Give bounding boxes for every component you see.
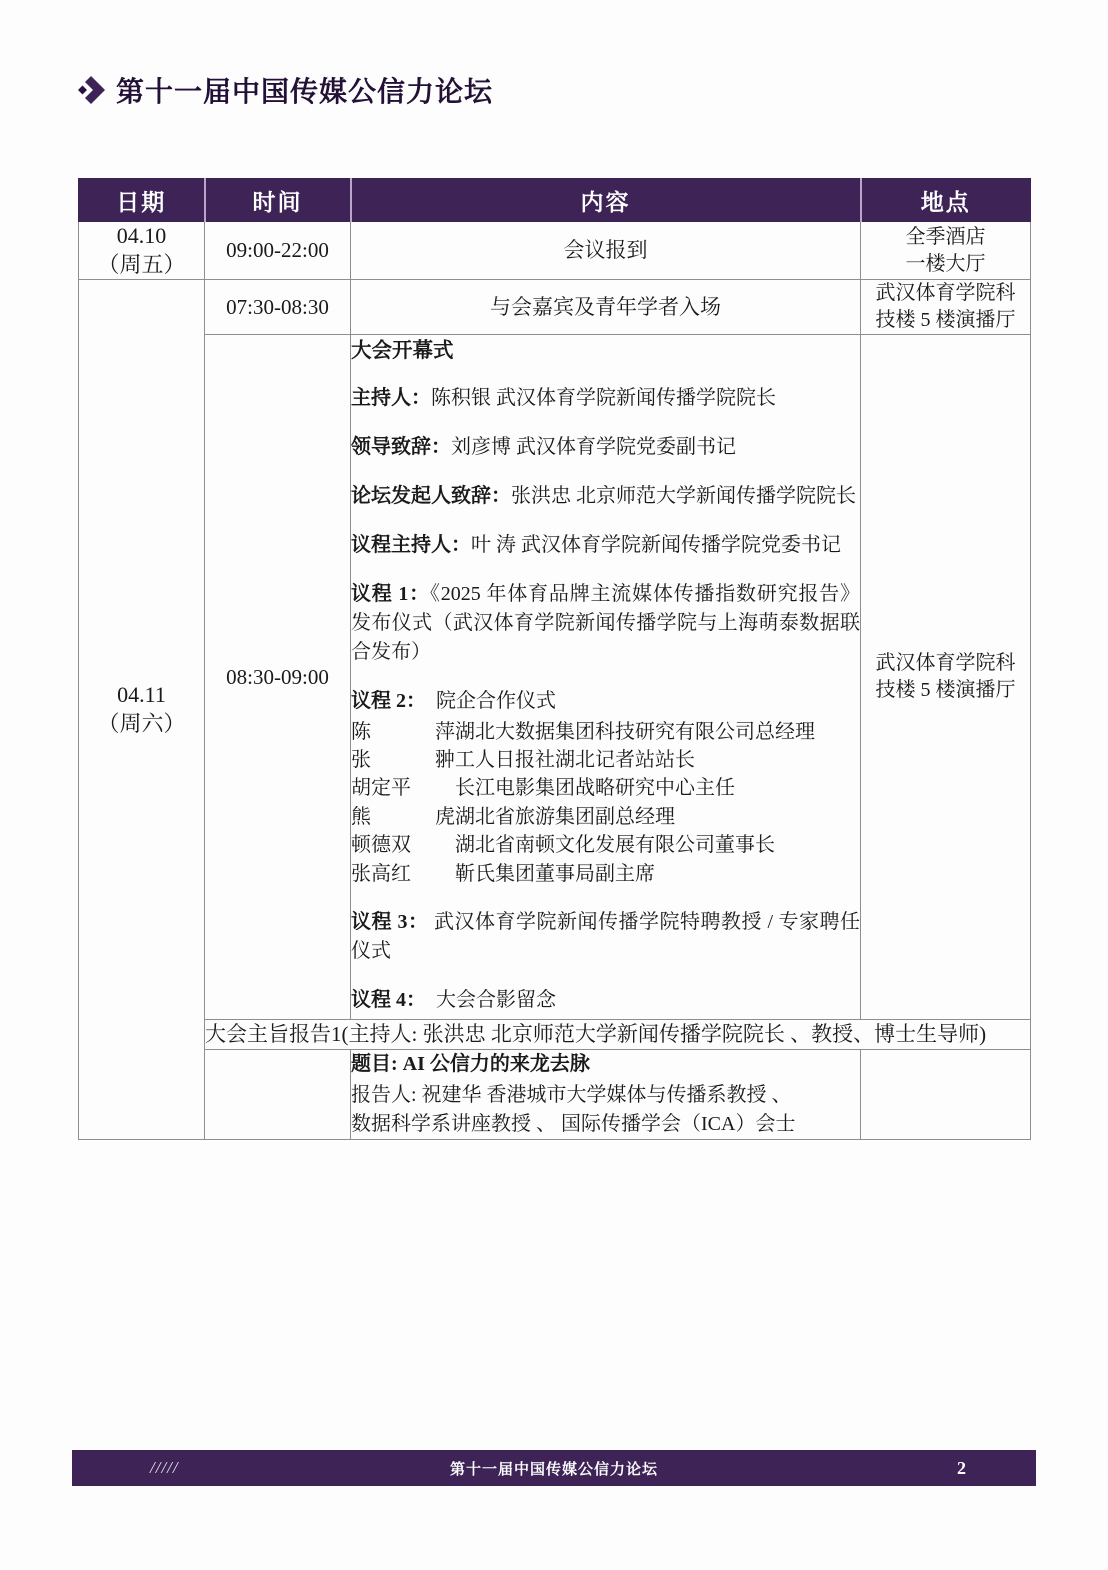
person-surname: 顿德双 xyxy=(351,834,411,857)
cell-place xyxy=(861,280,1031,335)
person-name xyxy=(351,718,455,746)
page-number: 2 xyxy=(957,1457,966,1478)
place-line-2: 一楼大厅 xyxy=(905,252,986,275)
person-name xyxy=(351,831,455,859)
agenda-4-text: 大会合影留念 xyxy=(436,989,556,1012)
agenda-item-1 xyxy=(351,580,860,667)
agenda-host-label: 议程主持人： xyxy=(351,534,471,557)
person-title: 湖北省南顿文化发展有限公司董事长 xyxy=(455,834,775,857)
document-header xyxy=(72,70,493,110)
date-day: 04.11 xyxy=(117,681,166,707)
agenda-host-text: 叶 涛 武汉体育学院新闻传播学院党委书记 xyxy=(471,534,841,557)
person-title: 工人日报社湖北记者站站长 xyxy=(455,749,695,772)
column-header-place: 地点 xyxy=(861,179,1031,222)
agenda-2-text: 院企合作仪式 xyxy=(436,690,556,713)
opening-heading: 大会开幕式 xyxy=(351,340,454,363)
cell-content-opening xyxy=(351,335,861,1020)
person-name xyxy=(351,746,455,774)
founder-text: 张洪忠 北京师范大学新闻传播学院院长 xyxy=(511,485,856,508)
person-surname: 陈 xyxy=(351,720,371,743)
cell-time: 09:00-22:00 xyxy=(205,222,351,280)
person-givenname: 虎 xyxy=(435,805,455,828)
person-name xyxy=(351,774,455,802)
person-surname: 张 xyxy=(351,749,371,772)
person-surname: 胡定平 xyxy=(351,777,411,800)
place-line-1: 全季酒店 xyxy=(905,225,986,248)
column-header-time: 时间 xyxy=(205,179,351,222)
opening-host xyxy=(351,384,860,413)
date-weekday: （周六） xyxy=(97,710,186,736)
person-surname: 熊 xyxy=(351,805,371,828)
date-day: 04.10 xyxy=(116,223,167,248)
report-title: 题目: AI 公信力的来龙去脉 xyxy=(351,1053,590,1076)
host-label: 主持人： xyxy=(351,387,431,410)
cell-content: 与会嘉宾及青年学者入场 xyxy=(351,280,861,335)
person-surname: 张高红 xyxy=(351,862,411,885)
person-givenname: 萍 xyxy=(435,720,455,743)
person-title: 湖北省旅游集团副总经理 xyxy=(455,805,675,828)
page-title: 第十一届中国传媒公信力论坛 xyxy=(116,77,494,108)
place-line-1: 武汉体育学院科 xyxy=(875,652,1016,675)
table-header-row xyxy=(79,179,1031,222)
table-row-keynote-report xyxy=(79,1050,1031,1139)
agenda-2-label: 议程 2： xyxy=(351,690,426,713)
cell-content-keynote xyxy=(351,1050,861,1139)
agenda-item-2 xyxy=(351,687,860,888)
agenda-3-text: 武汉体育学院新闻传播学院特聘教授 / 专家聘任仪式 xyxy=(351,911,861,963)
agenda-4-label: 议程 4： xyxy=(351,989,426,1012)
cell-time: 07:30-08:30 xyxy=(205,280,351,335)
leader-label: 领导致辞： xyxy=(351,436,451,459)
person-title: 长江电影集团战略研究中心主任 xyxy=(455,777,735,800)
agenda-1-text: 《2025 年体育品牌主流媒体传播指数研究报告》发布仪式（武汉体育学院新闻传播学院与上海萌泰数据联合发布） xyxy=(351,583,861,664)
leader-text: 刘彦博 武汉体育学院党委副书记 xyxy=(451,436,736,459)
list-item xyxy=(351,774,860,802)
diamond-arrow-icon xyxy=(72,73,106,107)
list-item xyxy=(351,831,860,859)
person-name xyxy=(351,860,455,888)
cell-time xyxy=(205,1050,351,1139)
table-row xyxy=(79,280,1031,335)
person-title: 靳氏集团董事局副主席 xyxy=(455,862,655,885)
place-line-2: 技楼 5 楼演播厅 xyxy=(875,679,1016,702)
table-row-opening-ceremony xyxy=(79,335,1031,1020)
date-weekday: （周五） xyxy=(97,251,186,277)
cell-date xyxy=(79,280,205,1140)
place-line-2: 技楼 5 楼演播厅 xyxy=(875,309,1016,332)
person-givenname: 翀 xyxy=(435,749,455,772)
cell-place xyxy=(861,335,1031,1020)
person-title: 湖北大数据集团科技研究有限公司总经理 xyxy=(455,720,815,743)
cell-place xyxy=(861,222,1031,280)
cell-date xyxy=(79,222,205,280)
keynote-banner-text: 大会主旨报告1(主持人: 张洪忠 北京师范大学新闻传播学院院长 、教授、博士生导师) xyxy=(205,1020,1031,1050)
list-item xyxy=(351,860,860,888)
cell-content: 会议报到 xyxy=(351,222,861,280)
cell-time: 08:30-09:00 xyxy=(205,335,351,1020)
opening-founder-speech xyxy=(351,482,860,511)
founder-label: 论坛发起人致辞： xyxy=(351,485,511,508)
report-speaker-line-1: 报告人: 祝建华 香港城市大学媒体与传播系教授 、 xyxy=(351,1083,792,1106)
agenda-2-heading xyxy=(351,687,860,715)
person-name xyxy=(351,803,455,831)
cell-place xyxy=(861,1050,1031,1139)
footer-title: 第十一届中国传媒公信力论坛 xyxy=(449,1461,658,1478)
opening-agenda-host xyxy=(351,531,860,560)
agenda-1-label: 议程 1： xyxy=(351,583,430,606)
footer-slashes: ///// xyxy=(150,1458,179,1477)
report-speaker-line-2: 数据科学系讲座教授 、 国际传播学会（ICA）会士 xyxy=(351,1112,796,1135)
schedule-table xyxy=(78,178,1031,1140)
list-item xyxy=(351,718,860,746)
document-footer xyxy=(72,1450,1036,1486)
column-header-content: 内容 xyxy=(351,179,861,222)
agenda-3-label: 议程 3： xyxy=(351,911,429,934)
agenda-item-4 xyxy=(351,986,860,1015)
list-item xyxy=(351,746,860,774)
table-row xyxy=(79,222,1031,280)
agenda-item-3 xyxy=(351,908,860,966)
opening-leader-speech xyxy=(351,433,860,462)
place-line-1: 武汉体育学院科 xyxy=(875,282,1016,305)
list-item xyxy=(351,803,860,831)
column-header-date: 日期 xyxy=(79,179,205,222)
table-row-keynote-banner xyxy=(79,1020,1031,1050)
host-text: 陈积银 武汉体育学院新闻传播学院院长 xyxy=(431,387,776,410)
